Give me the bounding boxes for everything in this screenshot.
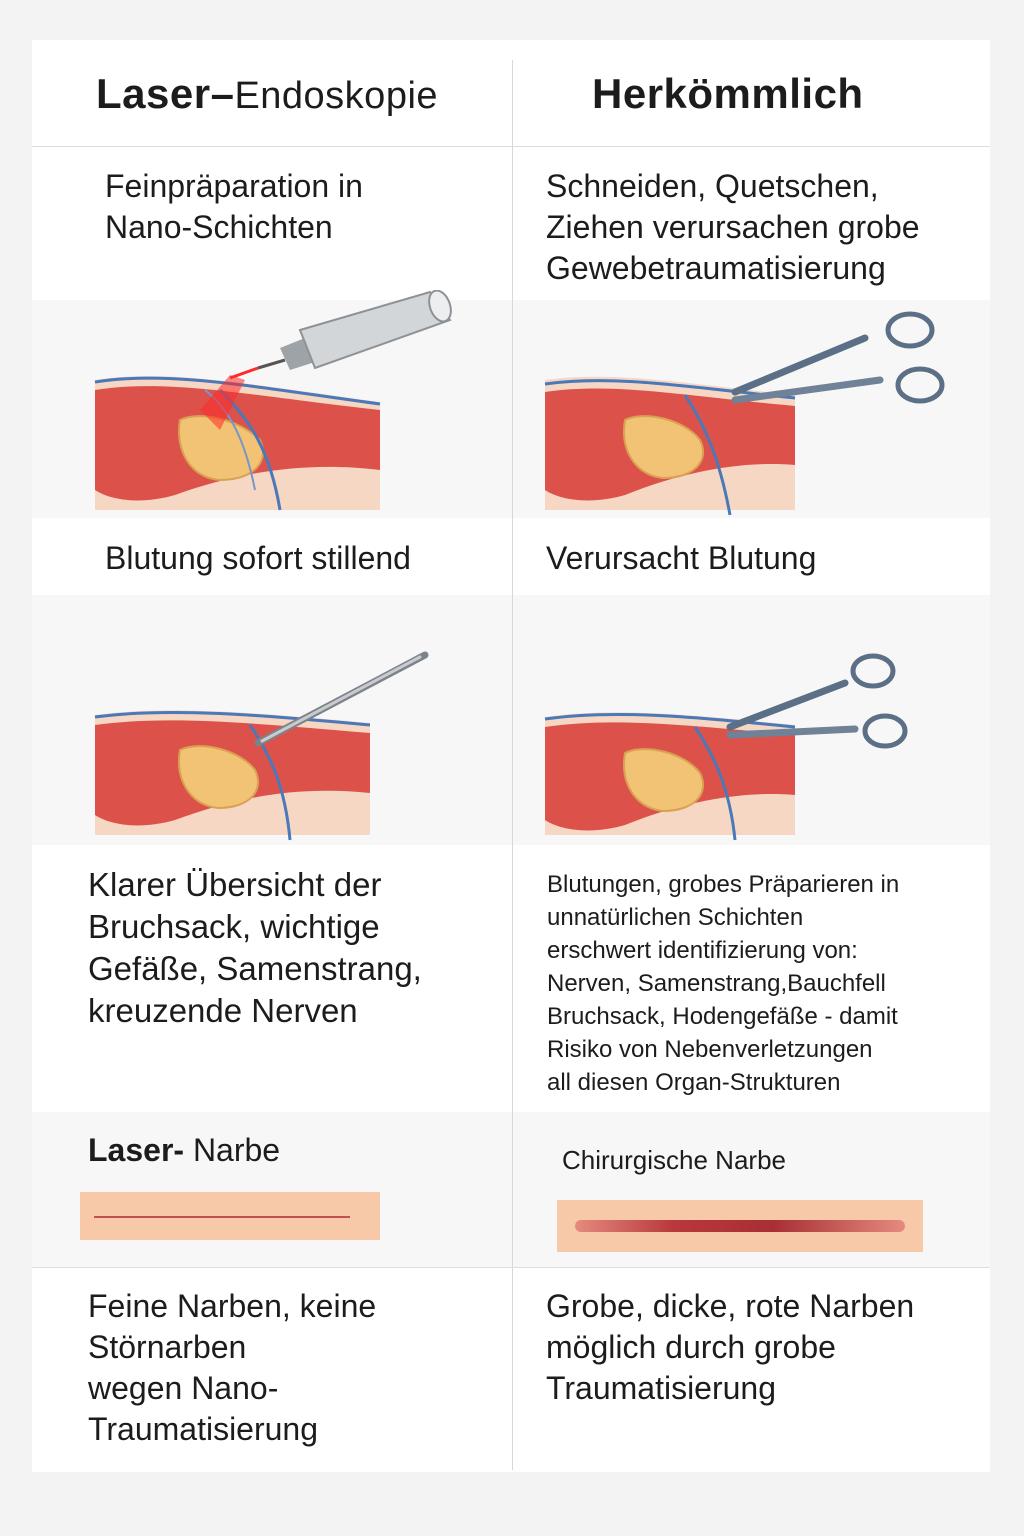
laser-bleeding-text: Blutung sofort stillend bbox=[105, 540, 411, 576]
conventional-overview-text: Blutungen, grobes Präparieren in unnatürlichen Schichten erschwert identifizierung von: Nerven, Samenstrang,Bauchfell Bruchsack, Hodengefäße - damit Risiko von Nebenverletzungen all diesen Organ-Strukturen bbox=[547, 871, 900, 1096]
laser-overview-text: Klarer Übersicht der Bruchsack, wichtige Gefäße, Samenstrang, kreuzende Nerven bbox=[88, 866, 422, 1029]
header-laser-endoscopy: Laser–Endoskopie bbox=[96, 70, 439, 117]
surgical-scar-sample bbox=[557, 1200, 923, 1252]
surgical-scar-label: Chirurgische Narbe bbox=[562, 1145, 786, 1175]
laser-scar-sample bbox=[80, 1192, 380, 1240]
conventional-preparation-text: Schneiden, Quetschen, Ziehen verursachen grobe Gewebetraumatisierung bbox=[546, 168, 920, 286]
laser-outcome-text: Feine Narben, keine Störnarben wegen Nano- Traumatisierung bbox=[88, 1288, 377, 1447]
laser-scar-label: Laser- Narbe bbox=[88, 1132, 281, 1168]
laser-beam bbox=[230, 368, 258, 378]
header-conventional: Herkömmlich bbox=[592, 70, 864, 117]
fine-scar-line bbox=[94, 1216, 350, 1218]
thick-scar-line bbox=[575, 1220, 905, 1232]
laser-tissue-illustration bbox=[80, 290, 480, 520]
laser-handpiece-icon bbox=[258, 290, 455, 370]
surgical-scissors-icon bbox=[730, 656, 905, 746]
surgical-scissors-icon bbox=[735, 314, 942, 401]
laser-preparation-text: Feinpräparation in Nano-Schichten bbox=[105, 168, 363, 245]
scar-divider bbox=[32, 1267, 990, 1268]
header-divider bbox=[32, 146, 990, 147]
column-divider bbox=[512, 60, 513, 1470]
probe-tissue-illustration bbox=[80, 645, 460, 845]
scissors-bleeding-illustration bbox=[535, 645, 915, 845]
conventional-bleeding-text: Verursacht Blutung bbox=[546, 540, 817, 576]
conventional-outcome-text: Grobe, dicke, rote Narben möglich durch grobe Traumatisierung bbox=[546, 1288, 915, 1406]
scissors-tissue-illustration bbox=[535, 300, 955, 520]
